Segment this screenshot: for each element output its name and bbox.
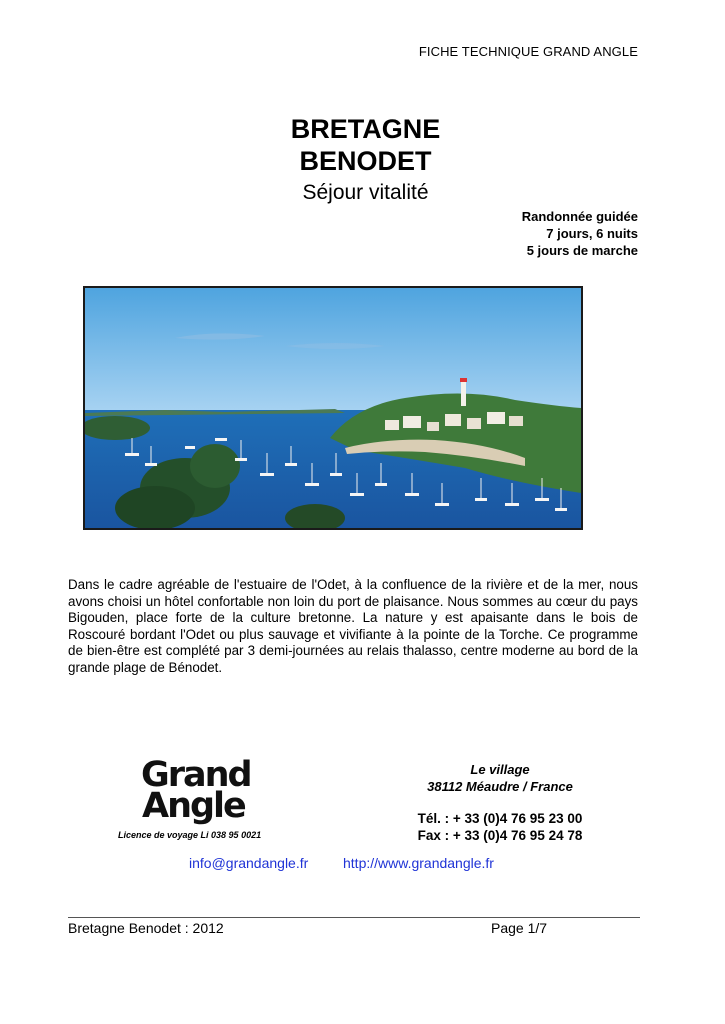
website-link[interactable]: http://www.grandangle.fr (343, 855, 494, 871)
footer-divider (68, 917, 640, 918)
telephone: Tél. : + 33 (0)4 76 95 23 00 (417, 811, 583, 826)
fax: Fax : + 33 (0)4 76 95 24 78 (417, 828, 583, 843)
email-link[interactable]: info@grandangle.fr (189, 855, 309, 871)
harbor-photo (83, 286, 583, 530)
subtitle: Séjour vitalité (302, 181, 429, 204)
title-block (0, 113, 725, 209)
document-header-label: FICHE TECHNIQUE GRAND ANGLE (418, 44, 638, 59)
title-line-1: BRETAGNE (290, 114, 441, 144)
trip-info (522, 208, 638, 259)
address-line-2: 38112 Méaudre / France (427, 779, 573, 794)
trip-type: Randonnée guidée (521, 209, 638, 224)
harbor-photo-illustration (85, 288, 581, 528)
page-number: Page 1/7 (491, 920, 548, 936)
logo-line-2: Angle (142, 786, 245, 826)
trip-description: Dans le cadre agréable de l'estuaire de l'Odet, à la confluence de la rivière et de la mer, nous avons choisi un hôtel confortable non loin du port de plaisance. Nous sommes au cœur du pays Bigouden, place forte de la culture bretonne. La nature y est apaisante dans le bois de Roscouré bordant l'Odet ou plus sauvage et vivifiante à la pointe de la Torche. Ce programme de bien-être est complété par 3 demi-journées au relais thalasso, centre moderne au bord de la grande plage de Bénodet. (68, 577, 638, 675)
grand-angle-logo (141, 755, 251, 826)
postal-address (385, 761, 615, 795)
title-line-2: BENODET (299, 146, 432, 176)
trip-walking-days: 5 jours de marche (526, 243, 638, 258)
address-line-1: Le village (470, 762, 530, 777)
trip-duration: 7 jours, 6 nuits (546, 226, 638, 241)
phone-contacts (385, 810, 615, 844)
footer-document-title: Bretagne Benodet : 2012 (68, 920, 224, 936)
logo-line-1: Grand (141, 755, 251, 795)
travel-licence: Licence de voyage Li 038 95 0021 (118, 830, 262, 840)
